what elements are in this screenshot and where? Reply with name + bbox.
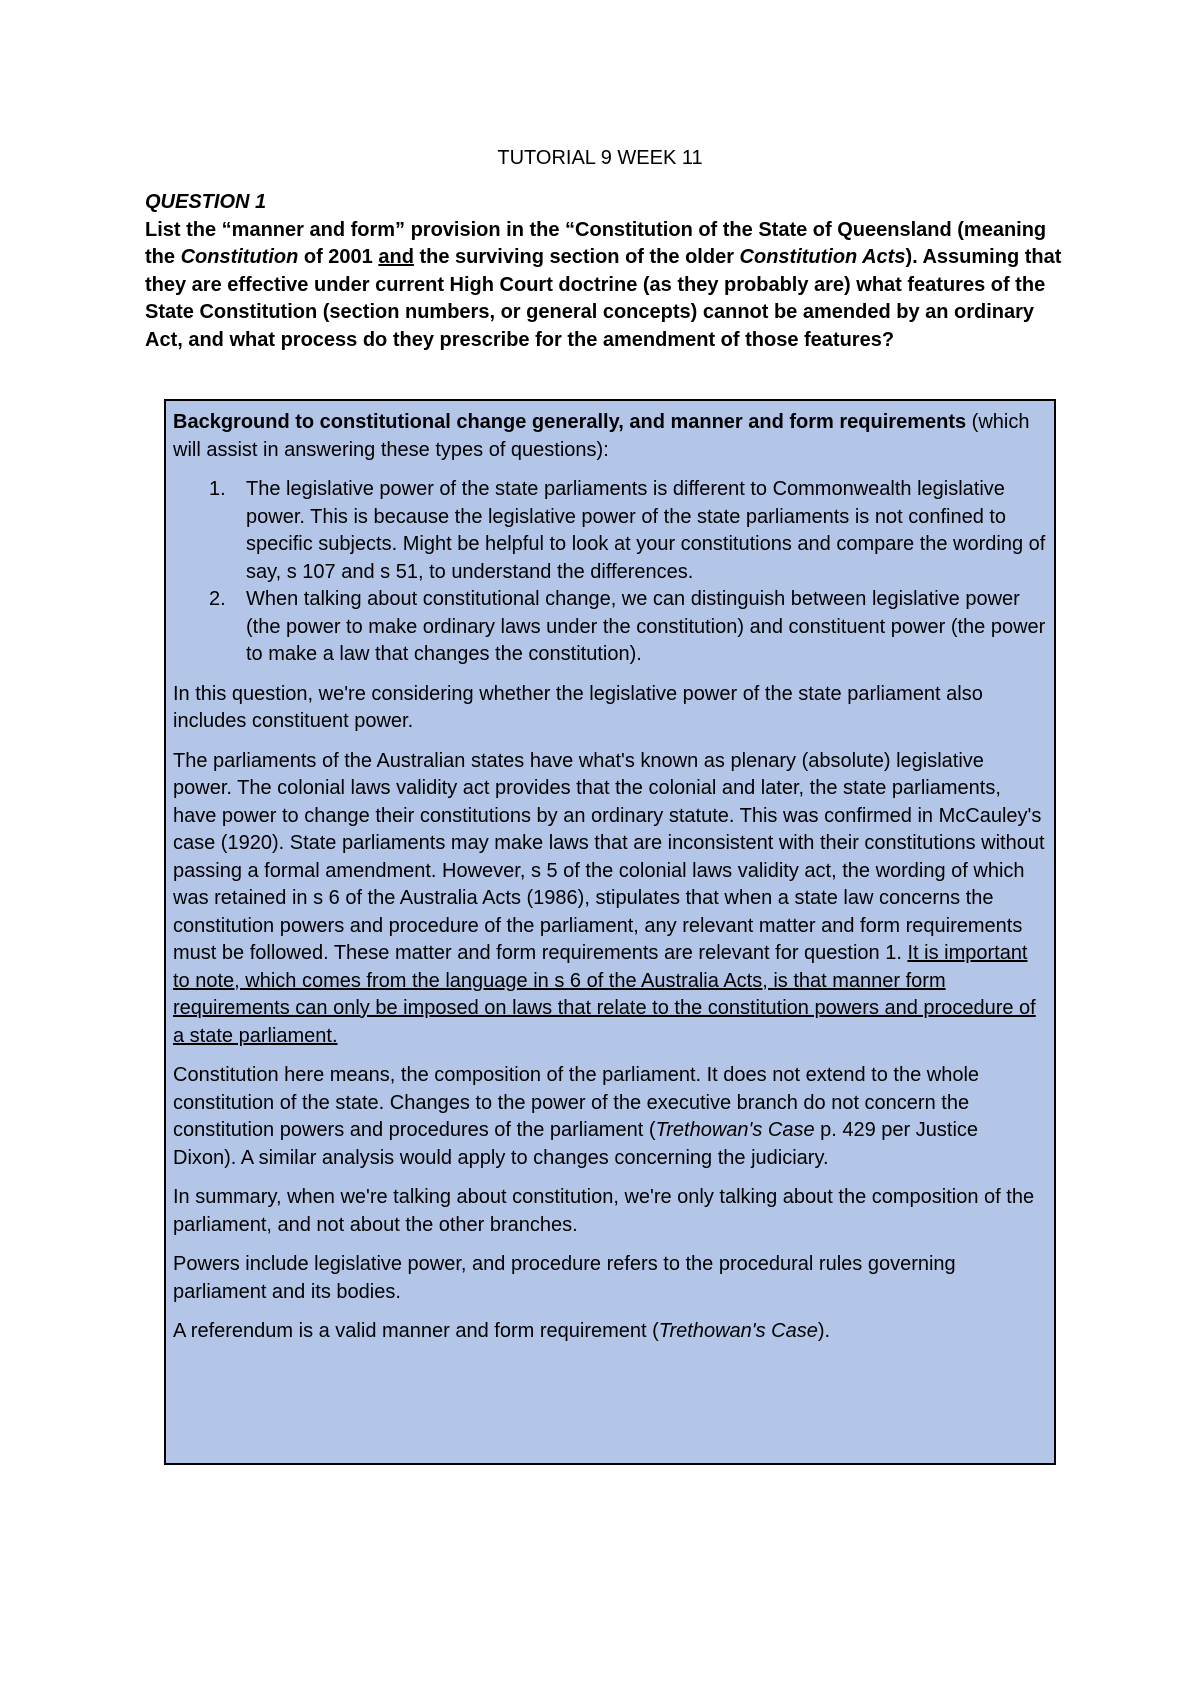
list-item (173, 586, 1046, 669)
paragraph-constitution-case: Trethowan's Case (655, 1119, 815, 1141)
paragraph-referendum-part-b: ). (817, 1320, 831, 1342)
question-text-part-2: of 2001 (298, 246, 379, 268)
paragraph-constitution-part-b: p. 429 per Justice Dixon). A similar analysis would apply to changes concerning the judiciary. (173, 1119, 979, 1169)
question-text-em-1: Constitution (180, 246, 299, 268)
paragraph-referendum (173, 1318, 1046, 1346)
paragraph-plenary-power (173, 748, 1046, 1051)
question-text (145, 217, 1065, 355)
question-text-underlined: and (378, 246, 414, 268)
paragraph-summary: In summary, when we're talking about constitution, we're only talking about the composition of the parliament, and not about the other branches. (173, 1186, 1035, 1236)
question-text-em-2: Constitution Acts (739, 246, 906, 268)
question-block (145, 189, 1065, 354)
paragraph-plenary-main: The parliaments of the Australian states have what's known as plenary (absolute) legislative power. The colonial laws validity act provides that the colonial and later, the state parliaments, have power to change their constitutions by an ordinary statute. This was confirmed in McCauley's case (1920). State parliaments may make laws that are inconsistent with their constitutions without passing a formal amendment. However, s 5 of the colonial laws validity act, the wording of which was retained in s 6 of the Australia Acts (1986), stipulates that when a state law concerns the constitution powers and procedure of the parliament, any relevant matter and form requirements must be followed. These matter and form requirements are relevant for question 1. (173, 749, 1045, 964)
background-box (164, 399, 1056, 1465)
paragraph-plenary-underlined: It is important to note, which comes from the language in s 6 of the Australia Acts, is that manner form requirements can only be imposed on laws that relate to the constitution powers and procedure of a state parliament. (173, 942, 1036, 1047)
list-item-text: The legislative power of the state parliaments is different to Commonwealth legislative power. This is because the legislative power of the state parliaments is not confined to specific subjects. Might be helpful to look at your constitutions and compare the wording of say, s 107 and s 51, to understand the differences. (246, 478, 1046, 583)
page-title: TUTORIAL 9 WEEK 11 (497, 147, 703, 169)
background-heading-rest: (which will assist in answering these types of questions): (173, 411, 1030, 461)
list-item-text: When talking about constitutional change, we can distinguish between legislative power (the power to make ordinary laws under the constitution) and constituent power (the power to make a law that changes the constitution). (246, 588, 1046, 665)
paragraph-legislative-constituent: In this question, we're considering whether the legislative power of the state parliament also includes constituent power. (173, 682, 983, 732)
list-item (173, 476, 1046, 586)
background-list (173, 476, 1046, 669)
question-label: QUESTION 1 (145, 191, 267, 213)
list-item-number: 1. (209, 478, 226, 500)
paragraph-powers-procedure: Powers include legislative power, and procedure refers to the procedural rules governing parliament and its bodies. (173, 1253, 956, 1303)
list-item-number: 2. (209, 588, 226, 610)
question-text-part-4: ). Assuming that they are effective under current High Court doctrine (as they probably are) what features of the State Constitution (section numbers, or general concepts) cannot be amended by an ordinary Act, and what process do they prescribe for the amendment of those features? (145, 246, 1067, 351)
background-heading (173, 409, 1046, 464)
question-text-part-3: the surviving section of the older (413, 246, 740, 268)
paragraph-constitution-part-a: Constitution here means, the composition of the parliament. It does not extend to the whole constitution of the state. Changes to the power of the executive branch do not concern the constitution powers and procedures of the parliament ( (173, 1064, 980, 1141)
paragraph-constitution-meaning (173, 1062, 1046, 1172)
question-text-part-1: List the “manner and form” provision in the “Constitution of the State of Queensland (meaning the (145, 218, 1052, 268)
background-heading-bold: Background to constitutional change generally, and manner and form requirements (173, 411, 967, 433)
paragraph-referendum-part-a: A referendum is a valid manner and form requirement ( (173, 1320, 659, 1342)
paragraph-referendum-case: Trethowan's Case (658, 1320, 818, 1342)
